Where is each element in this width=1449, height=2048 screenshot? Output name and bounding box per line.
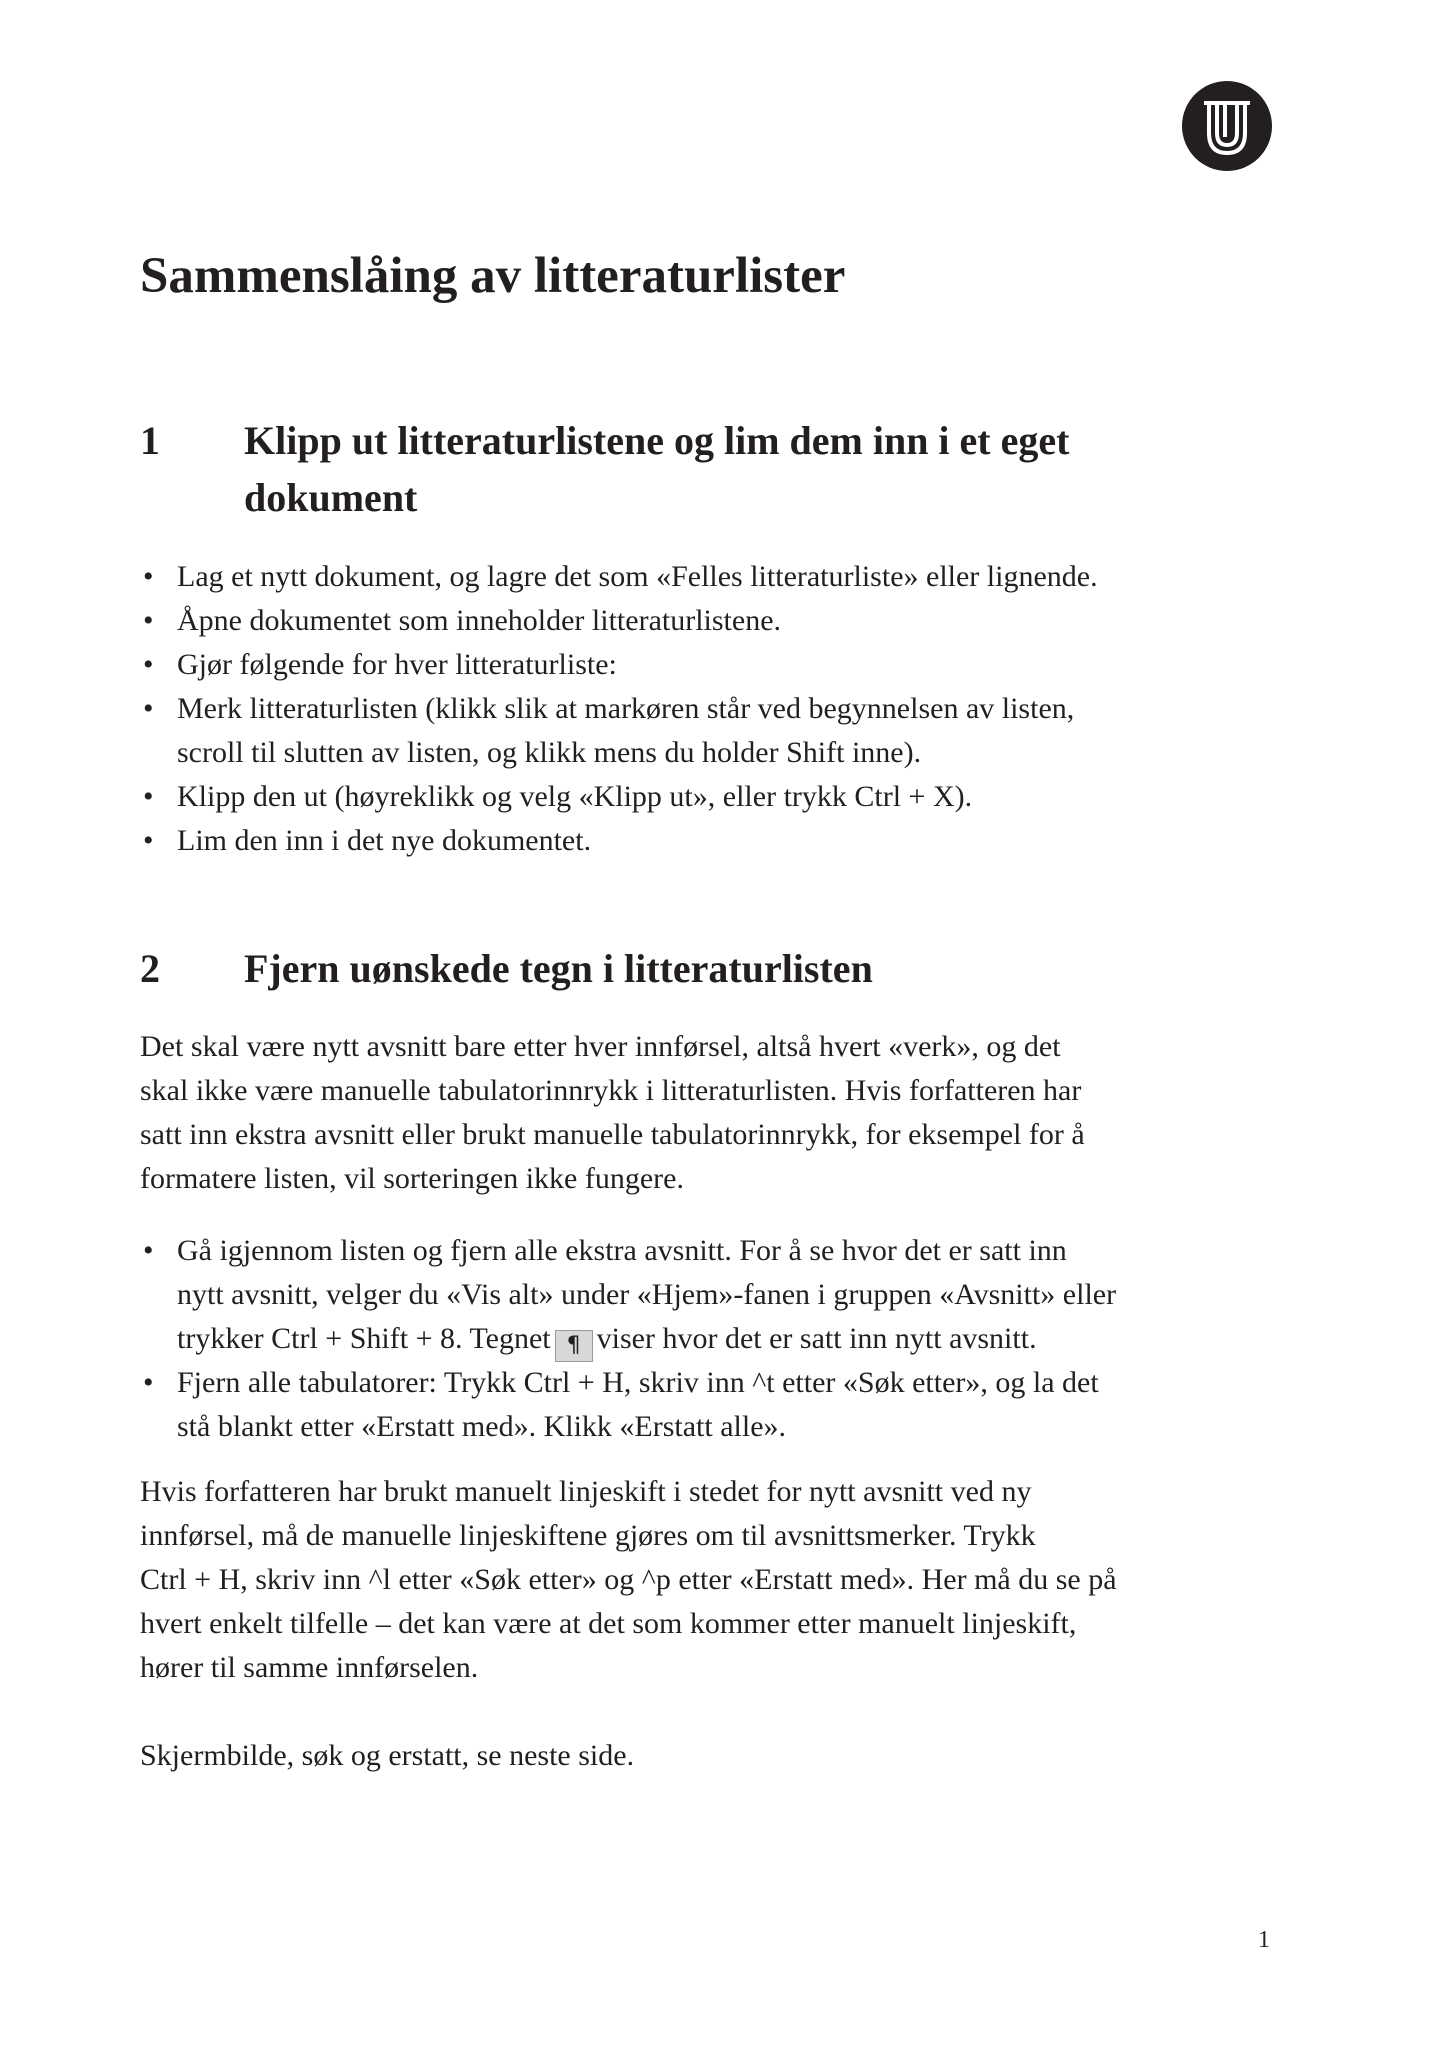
bullet: •: [143, 824, 154, 857]
pilcrow-icon: ¶: [555, 1330, 593, 1362]
university-logo: [1182, 81, 1272, 171]
section-2-bullet-list: [143, 1229, 1116, 1449]
bullet: •: [143, 1366, 154, 1399]
page-number: 1: [1258, 1927, 1270, 1953]
list-item: [143, 643, 1098, 687]
page-title: Sammenslåing av litteraturlister: [140, 248, 846, 304]
section-2-intro: [140, 1025, 1085, 1201]
heading-line: Klipp ut litteraturlistene og lim dem inn i et eget: [244, 418, 1070, 463]
paragraph-line: satt inn ekstra avsnitt eller brukt manuelle tabulatorinnrykk, for eksempel for å: [140, 1118, 1085, 1151]
bullet: •: [143, 604, 154, 637]
list-item: [143, 1229, 1116, 1361]
bullet: •: [143, 560, 154, 593]
list-item: [143, 775, 1098, 819]
closing-note: Skjermbilde, søk og erstatt, se neste side.: [140, 1739, 635, 1772]
paragraph-line: formatere listen, vil sorteringen ikke fungere.: [140, 1162, 684, 1195]
bullet: •: [143, 648, 154, 681]
list-item-text: scroll til slutten av listen, og klikk mens du holder Shift inne).: [177, 736, 922, 769]
section-1-heading: [244, 412, 1069, 526]
paragraph-line: Ctrl + H, skriv inn ^l etter «Søk etter» og ^p etter «Erstatt med». Her må du se på: [140, 1563, 1117, 1596]
text-before-icon: trykker Ctrl + Shift + 8. Tegnet: [177, 1322, 551, 1355]
paragraph-line: hører til samme innførselen.: [140, 1651, 479, 1684]
section-1-number: 1: [140, 418, 160, 463]
text-after-icon: viser hvor det er satt inn nytt avsnitt.: [596, 1322, 1037, 1355]
list-item-text: Gå igjennom listen og fjern alle ekstra avsnitt. For å se hvor det er satt inn: [177, 1234, 1067, 1267]
list-item: [143, 555, 1098, 599]
bullet: •: [143, 780, 154, 813]
section-1-bullet-list: [143, 555, 1098, 863]
list-item-text: Lim den inn i det nye dokumentet.: [177, 824, 592, 857]
list-item-text: Gjør følgende for hver litteraturliste:: [177, 648, 617, 681]
list-item: [143, 819, 1098, 863]
list-item-text: Fjern alle tabulatorer: Trykk Ctrl + H, skriv inn ^t etter «Søk etter», og la det: [177, 1366, 1099, 1399]
paragraph-line: innførsel, må de manuelle linjeskiftene gjøres om til avsnittsmerker. Trykk: [140, 1519, 1036, 1552]
list-item-text: Merk litteraturlisten (klikk slik at markøren står ved begynnelsen av listen,: [177, 692, 1075, 725]
list-item: [143, 1361, 1116, 1449]
list-item-text: [177, 1317, 1116, 1361]
list-item-text: Klipp den ut (høyreklikk og velg «Klipp ut», eller trykk Ctrl + X).: [177, 780, 973, 813]
paragraph-line: hvert enkelt tilfelle – det kan være at det som kommer etter manuelt linjeskift,: [140, 1607, 1077, 1640]
paragraph-line: Det skal være nytt avsnitt bare etter hver innførsel, altså hvert «verk», og det: [140, 1030, 1061, 1063]
logo-u-icon: [1182, 81, 1272, 171]
section-2-paragraph: [140, 1470, 1117, 1690]
bullet: •: [143, 1234, 154, 1267]
paragraph-line: skal ikke være manuelle tabulatorinnrykk i litteraturlisten. Hvis forfatteren har: [140, 1074, 1082, 1107]
list-item-text: Åpne dokumentet som inneholder litteraturlistene.: [177, 604, 782, 637]
list-item-text: nytt avsnitt, velger du «Vis alt» under «Hjem»-fanen i gruppen «Avsnitt» eller: [177, 1278, 1117, 1311]
list-item-text: stå blankt etter «Erstatt med». Klikk «Erstatt alle».: [177, 1410, 787, 1443]
section-2-number: 2: [140, 946, 160, 991]
list-item: [143, 599, 1098, 643]
section-2-heading: Fjern uønskede tegn i litteraturlisten: [244, 946, 873, 991]
heading-line: dokument: [244, 475, 418, 520]
list-item: [143, 687, 1098, 775]
paragraph-line: Hvis forfatteren har brukt manuelt linjeskift i stedet for nytt avsnitt ved ny: [140, 1475, 1032, 1508]
list-item-text: Lag et nytt dokument, og lagre det som «Felles litteraturliste» eller lignende.: [177, 560, 1098, 593]
bullet: •: [143, 692, 154, 725]
